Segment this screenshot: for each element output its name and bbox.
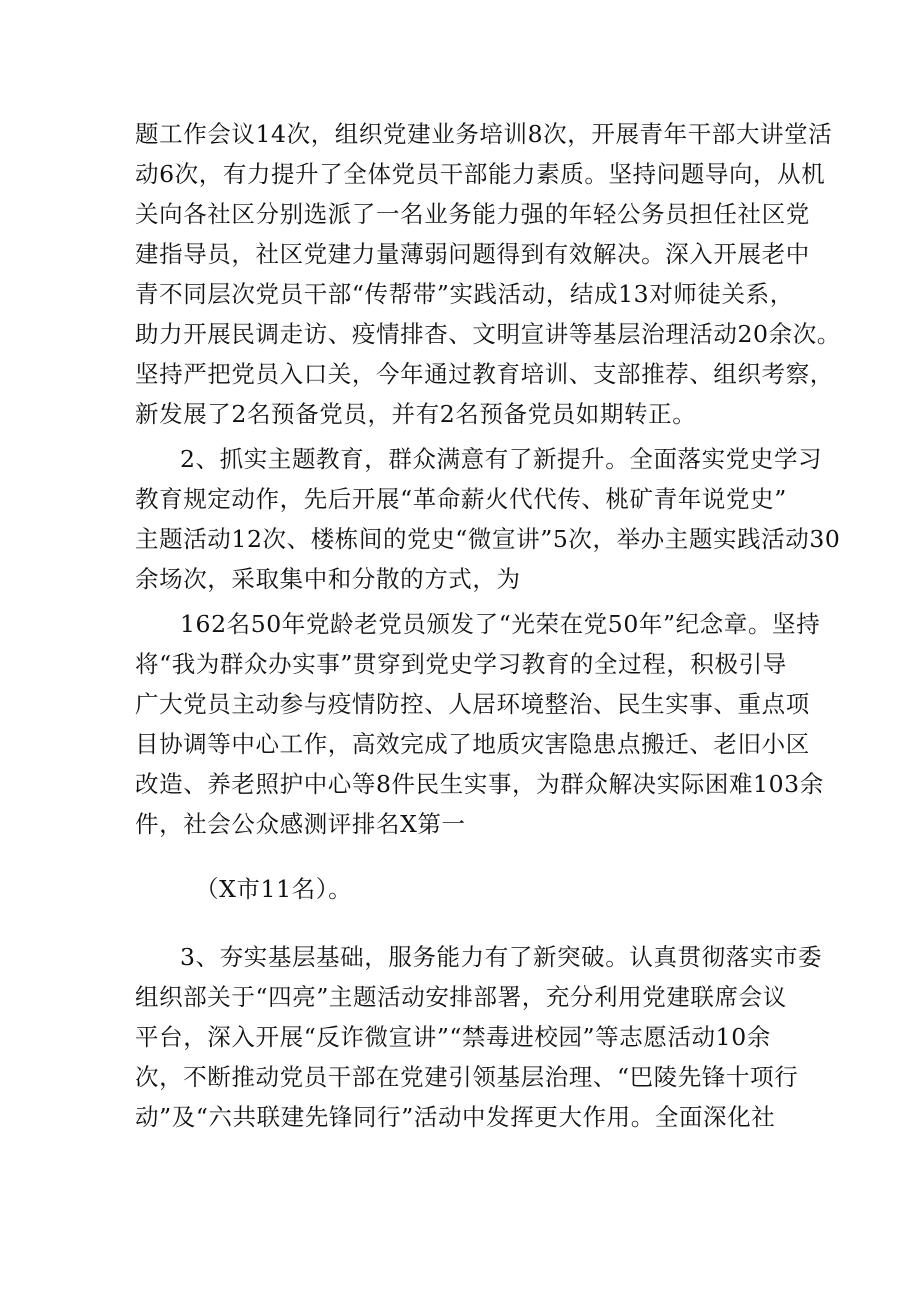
paragraph-continuation-line: 162名50年党龄老党员颁发了“光荣在党50年”纪念章。坚持 (180, 610, 821, 638)
text-line: 广大党员主动参与疫情防控、人居环境整治、民生实事、重点项 (135, 690, 810, 718)
text-line: 改造、养老照护中心等8件民生实事，为群众解决实际困难103余 (135, 770, 824, 798)
text-line: 件，社会公众感测评排名X第一 (135, 810, 466, 838)
paragraph-3-first-line: 3、夯实基层基础，服务能力有了新突破。认真贯彻落实市委 (180, 943, 823, 971)
text-line: 目协调等中心工作，高效完成了地质灾害隐患点搬迁、老旧小区 (135, 730, 810, 758)
text-line: 青不同层次党员干部“传帮带”实践活动，结成13对师徒关系， (135, 280, 794, 308)
text-line: 组织部关于“四亮”主题活动安排部署，充分利用党建联席会议 (135, 983, 787, 1011)
text-line: 动”及“六共联建先锋同行”活动中发挥更大作用。全面深化社 (135, 1103, 776, 1131)
text-line: 建指导员，社区党建力量薄弱问题得到有效解决。深入开展老中 (135, 240, 810, 268)
paragraph-2-first-line: 2、抓实主题教育，群众满意有了新提升。全面落实党史学习 (180, 445, 823, 473)
text-line: 教育规定动作，先后开展“革命薪火代代传、桃矿青年说党史” (135, 485, 787, 513)
text-line: 题工作会议14次，组织党建业务培训8次，开展青年干部大讲堂活 (135, 120, 833, 148)
text-line: 新发展了2名预备党员，并有2名预备党员如期转正。 (135, 400, 697, 428)
text-line: 将“我为群众办实事”贯穿到党史学习教育的全过程，积极引导 (135, 650, 787, 678)
text-line: 平台，深入开展“反诈微宣讲”“禁毒进校园”等志愿活动10余 (135, 1023, 771, 1051)
text-line: 助力开展民调走访、疫情排杳、文明宣讲等基层治理活动20余次。 (135, 320, 841, 348)
text-line: 关向各社区分别选派了一名业务能力强的年轻公务员担任社区党 (135, 200, 810, 228)
text-line: 主题活动12次、楼栋间的党史“微宣讲”5次，举办主题实践活动30 (135, 525, 841, 553)
text-line: 次，不断推动党员干部在党建引领基层治理、“巴陵先锋十项行 (135, 1063, 799, 1091)
text-line: 动6次，有力提升了全体党员干部能力素质。坚持问题导向，从机 (135, 160, 826, 188)
text-line: 余场次，采取集中和分散的方式，为 (135, 565, 521, 593)
text-line: 坚持严把党员入口关，今年通过教育培训、支部推荐、组织考察， (135, 360, 834, 388)
parenthetical-line: （X市11名）。 (195, 875, 353, 903)
